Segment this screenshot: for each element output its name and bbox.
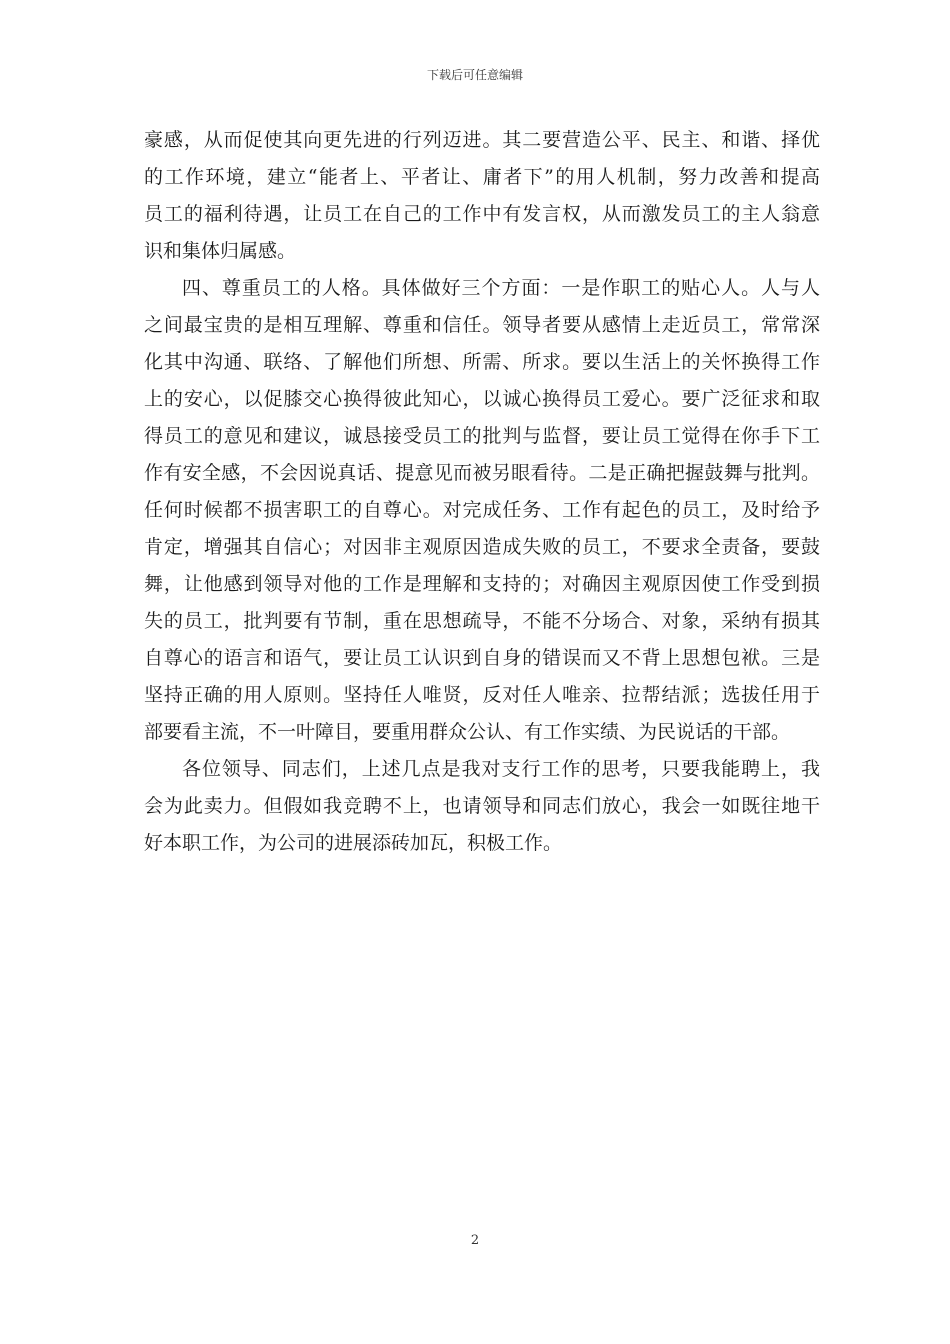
paragraph-3 — [144, 751, 820, 862]
text-line: 坚持正确的用人原则。坚持任人唯贤，反对任人唯亲、拉帮结派；选拔任用于 — [144, 684, 820, 706]
text-line: 会为此卖力。但假如我竞聘不上，也请领导和同志们放心，我会一如既往地干 — [144, 795, 820, 817]
text-line: 化其中沟通、联络、了解他们所想、所需、所求。要以生活上的关怀换得工作 — [144, 351, 820, 373]
text-line: 舞，让他感到领导对他的工作是理解和支持的；对确因主观原因使工作受到损 — [144, 573, 820, 595]
text-line: 员工的福利待遇，让员工在自己的工作中有发言权，从而激发员工的主人翁意 — [144, 203, 820, 225]
text-line: 部要看主流，不一叶障目，要重用群众公认、有工作实绩、为民说话的干部。 — [144, 721, 791, 743]
text-line: 任何时候都不损害职工的自尊心。对完成任务、工作有起色的员工，及时给予 — [144, 499, 820, 521]
text-line: 识和集体归属感。 — [144, 240, 297, 262]
document-body — [144, 122, 820, 862]
text-line: 各位领导、同志们，上述几点是我对支行工作的思考，只要我能聘上，我 — [182, 758, 820, 780]
text-line: 自尊心的语言和语气，要让员工认识到自身的错误而又不背上思想包袱。三是 — [144, 647, 820, 669]
text-line: 的工作环境，建立“能者上、平者让、庸者下”的用人机制，努力改善和提高 — [144, 166, 820, 188]
text-line: 失的员工，批判要有节制，重在思想疏导，不能不分场合、对象，采纳有损其 — [144, 610, 820, 632]
text-line: 好本职工作，为公司的进展添砖加瓦，积极工作。 — [144, 832, 563, 854]
text-line: 肯定，增强其自信心；对因非主观原因造成失败的员工，不要求全责备，要鼓 — [144, 536, 820, 558]
paragraph-2 — [144, 270, 820, 751]
text-line: 作有安全感，不会因说真话、提意见而被另眼看待。二是正确把握鼓舞与批判。 — [144, 462, 820, 484]
paragraph-1 — [144, 122, 820, 270]
text-line: 之间最宝贵的是相互理解、尊重和信任。领导者要从感情上走近员工，常常深 — [144, 314, 820, 336]
page-header-note: 下载后可任意编辑 — [426, 68, 523, 82]
text-line: 上的安心，以促膝交心换得彼此知心，以诚心换得员工爱心。要广泛征求和取 — [144, 388, 820, 410]
text-line: 豪感，从而促使其向更先进的行列迈进。其二要营造公平、民主、和谐、择优 — [144, 129, 820, 151]
page-number: 2 — [470, 1233, 480, 1248]
text-line: 得员工的意见和建议，诚恳接受员工的批判与监督，要让员工觉得在你手下工 — [144, 425, 820, 447]
text-line: 四、尊重员工的人格。具体做好三个方面：一是作职工的贴心人。人与人 — [182, 277, 820, 299]
